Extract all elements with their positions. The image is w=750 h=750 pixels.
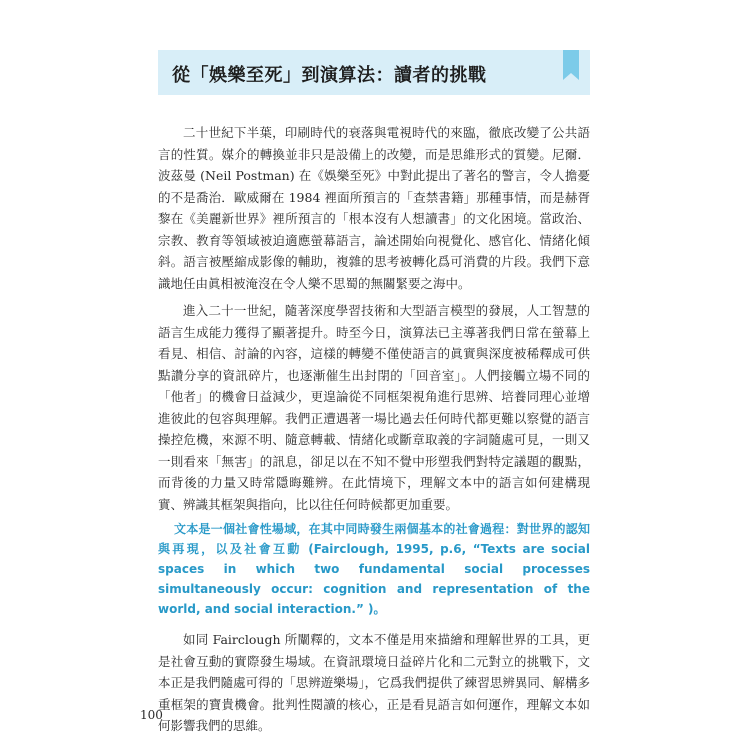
paragraph-postman: 二十世紀下半葉，印刷時代的衰落與電視時代的來臨，徹底改變了公共語言的性質。媒介的轉換並非只是設備上的改變，而是思維形式的質變。尼爾．波茲曼 (Neil Postman) 在《娛樂至死》中對此提出了著名的警言，令人擔憂的不是喬治．歐威爾在 1984 裡面所預言的「查禁書籍」那種事情，而是赫胥黎在《美麗新世界》裡所預言的「根本沒有人想讀書」的文化困境。當政治、宗教、教育等領域被迫適應螢幕語言，論述開始向視覺化、感官化、情緒化傾斜。語言被壓縮成影像的輔助，複雜的思考被轉化爲可消費的片段。我們下意識地任由眞相被淹沒在令人樂不思蜀的無關緊要之海中。 (158, 125, 590, 291)
paragraph-critical-reading: 如同 Fairclough 所闡釋的，文本不僅是用來描繪和理解世界的工具，更是社會互動的實際發生場域。在資訊環境日益碎片化和二元對立的挑戰下，文本正是我們隨處可得的「思辨遊樂場」，它爲我們提供了練習思辨異同、解構多重框架的寶貴機會。批判性閱讀的核心，正是看見語言如何運作，理解文本如何影響我們的思維。 (158, 632, 590, 733)
fairclough-quote: 文本是一個社會性場域，在其中同時發生兩個基本的社會過程：對世界的認知與再現，以及社會互動 (Fairclough, 1995, p.6, “Texts are social spaces in which two fundamental social processes simultaneously occur: cognition and representation of the world, and social interaction.” )。 (158, 522, 590, 616)
section-title: 從「娛樂至死」到演算法：讀者的挑戰 (172, 65, 487, 86)
section-header (158, 50, 590, 95)
paragraph-algorithm: 進入二十一世紀，隨著深度學習技術和大型語言模型的發展，人工智慧的語言生成能力獲得了顯著提升。時至今日，演算法已主導著我們日常在螢幕上看見、相信、討論的內容，這樣的轉變不僅使語言的眞實與深度被稀釋成可供點讚分享的資訊碎片，也逐漸催生出封閉的「回音室」。人們接觸立場不同的「他者」的機會日益減少，更遑論從不同框架視角進行思辨、培養同理心並增進彼此的包容與理解。我們正遭遇著一場比過去任何時代都更難以察覺的語言操控危機，來源不明、隨意轉載、情緒化或斷章取義的字詞隨處可見，一則又一則看來「無害」的訊息，卻足以在不知不覺中形塑我們對特定議題的觀點，而背後的力量又時常隱晦難辨。在此情境下，理解文本中的語言如何建構現實、辨識其框架與指向，比以往任何時候都更加重要。 (158, 303, 590, 512)
body-text (158, 122, 590, 737)
bookmark-ribbon-icon (563, 50, 579, 80)
page-number: 100 (140, 708, 163, 722)
